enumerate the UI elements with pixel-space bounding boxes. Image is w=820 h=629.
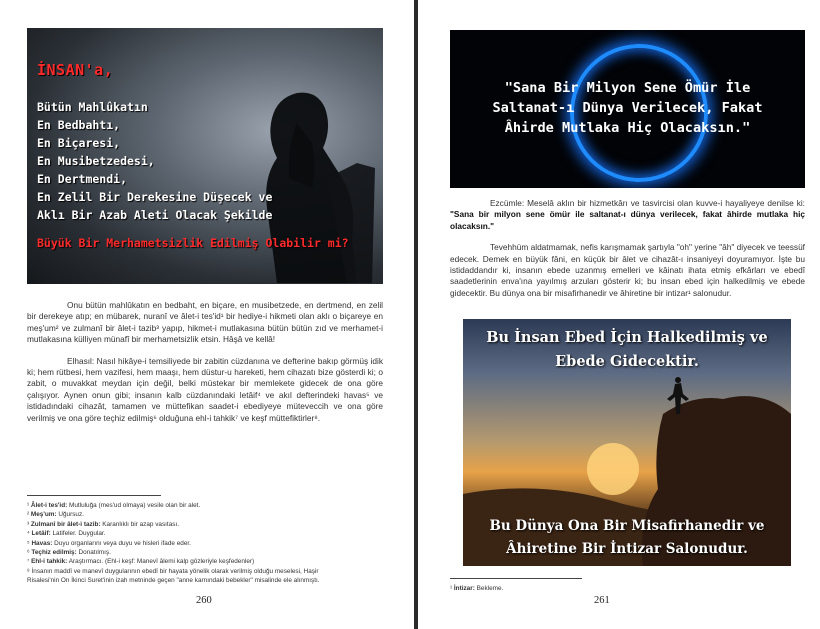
footnote: ² Meş'um: Uğursuz. [27,511,84,519]
mountain-sunset-image [463,319,791,566]
right-page [418,0,820,629]
footnote: ¹ Âlet-i tes'id: Mutluluğa (mes'ud olmaya) vesile olan bir alet. [27,502,201,509]
footnote-divider [27,495,161,496]
image-line: En Biçaresi, [37,136,121,150]
image-bottom-line: Bu Dünya Ona Bir Misafirhanedir ve [489,518,765,534]
right-body-text [450,198,805,299]
page-number: 260 [196,595,212,606]
grieving-man-image [27,28,383,284]
quote-image [450,30,805,188]
footnote: ⁸ İnsanın maddî ve manevî duygularının ebedî bir hayata yönelik olarak verilmiş olduğu meselesi, Haşir [27,567,319,575]
left-body-text [27,300,383,424]
image-top-line: Bu İnsan Ebed İçin Halkedilmiş ve [486,329,768,346]
image-title: İNSAN'a, [37,61,114,79]
quote-text: "Sana Bir Milyon Sene Ömür İle Saltanat-ı Dünya Verilecek, Fakat Âhirde Mutlaka Hiç Olacaksın." [492,80,763,136]
paragraph: Onu bütün mahlûkatın en bedbaht, en biçare, en musibetzede, en dertmend, en zelil bir derekeye atıp; en mübarek, nuranî ve âlet-i tes'id¹ bir hediye-i hikmeti olan aklı o biçareye en meş'um² ve zulmanî bir âlet-i tazib³ yapıp, hikmet-i mutlakasına bütün bütün zıd ve merhamet-i mutlakasına külliyen münafî bir merhametsizlik etsin. Hâşâ ve kellâ! [27,300,383,345]
image-line: Bütün Mahlûkatın [37,100,148,114]
footnote: ⁵ Havas: Duyu organlarını veya duyu ve hisleri ifade eder. [27,539,191,547]
footnote-divider [450,578,582,579]
image-line: Aklı Bir Azab Aleti Olacak Şekilde [37,208,273,222]
footnote: ⁴ Letâif: Latifeler. Duygular. [27,530,106,538]
footnote: ³ Zulmanî bir âlet-i tazib: Karanlıklı bir azap vasıtası. [27,520,179,528]
image-top-line: Ebede Gidecektir. [555,353,699,370]
page-number: 261 [594,595,610,606]
footnote: ⁶ Teçhiz edilmiş: Donatılmış. [27,549,111,557]
right-footnotes [450,584,805,593]
paragraph: Ezcümle: Meselâ aklın bir hizmetkârı ve tasvircisi olan kuvve-i hayaliyeye denilse ki: "Sana bir milyon sene ömür ile saltanat-ı dünya verilecek, fakat âhirde mutlaka hiç olacaksın." [450,198,805,231]
image-line: En Bedbahtı, [37,118,121,132]
image-bottom-line: Âhiretine Bir İntizar Salonudur. [506,541,748,557]
footnote: ⁷ Ehl-i tahkik: Araştırmacı. (Ehl-i keşf: Manevî âlemi kalp gözleriyle keşfedenler) [27,558,255,566]
image-line: En Dertmendi, [37,172,128,186]
left-footnotes [27,501,387,586]
image-line: En Musibetzedesi, [37,154,155,168]
image-line: En Zelil Bir Derekesine Düşecek ve [37,190,273,204]
image-bottom-caption: Büyük Bir Merhametsizlik Edilmiş Olabilir mi? [37,236,349,250]
footnote: ¹ İntizar: Bekleme. [450,585,504,592]
paragraph: Tevehhüm aldatmamak, nefis karışmamak şartıyla "oh" yerine "âh" diyecek ve teessüf edecek. Demek en büyük fâni, en küçük bir âlet ve cihazât-ı insaniyeyi doyuramıyor. İşte bu istidaddandır ki, insanın ebede uzanmış emelleri ve kâinatı ihata etmiş efkârları ve ebedî saadetlerinin enva'ına yayılmış arzuları gösterir ki; bu insan ebed için halkedilmiş ve ebede gidecektir. Bu dünya ona bir misafirhanedir ve âhiretine bir intizar¹ salonudur. [450,242,805,298]
footnote: Risalesi'nin On İkinci Suret'inin izah metninde geçen "anne karnındaki bebekler" misalinde ele alınmıştı. [27,577,320,585]
paragraph: Elhasıl: Nasıl hikâye-i temsiliyede bir zabitin cüzdanına ve defterine bakıp görmüş idik ki; hem rütbesi, hem vazifesi, hem maaşı, hem düstur-u hareketi, hem cihazatı bize gösterdi ki; o zabit, o muvakkat meydan için değil, belki müstekar bir memlekete gidecek de ona göre çalışıyor. Aynen onun gibi; insanın kalb cüzdanındaki letâif⁴ ve akıl defterindeki havas⁵ ve istidadındaki cihazât, tamamen ve müttefikan saadet-i ebediyeye müteveccih ve ona göre verilmiş ve ona göre teçhiz edilmiş⁶ olduğuna ehl-i tahkik⁷ ve keşf müttefiktirler⁸. [27,355,383,423]
